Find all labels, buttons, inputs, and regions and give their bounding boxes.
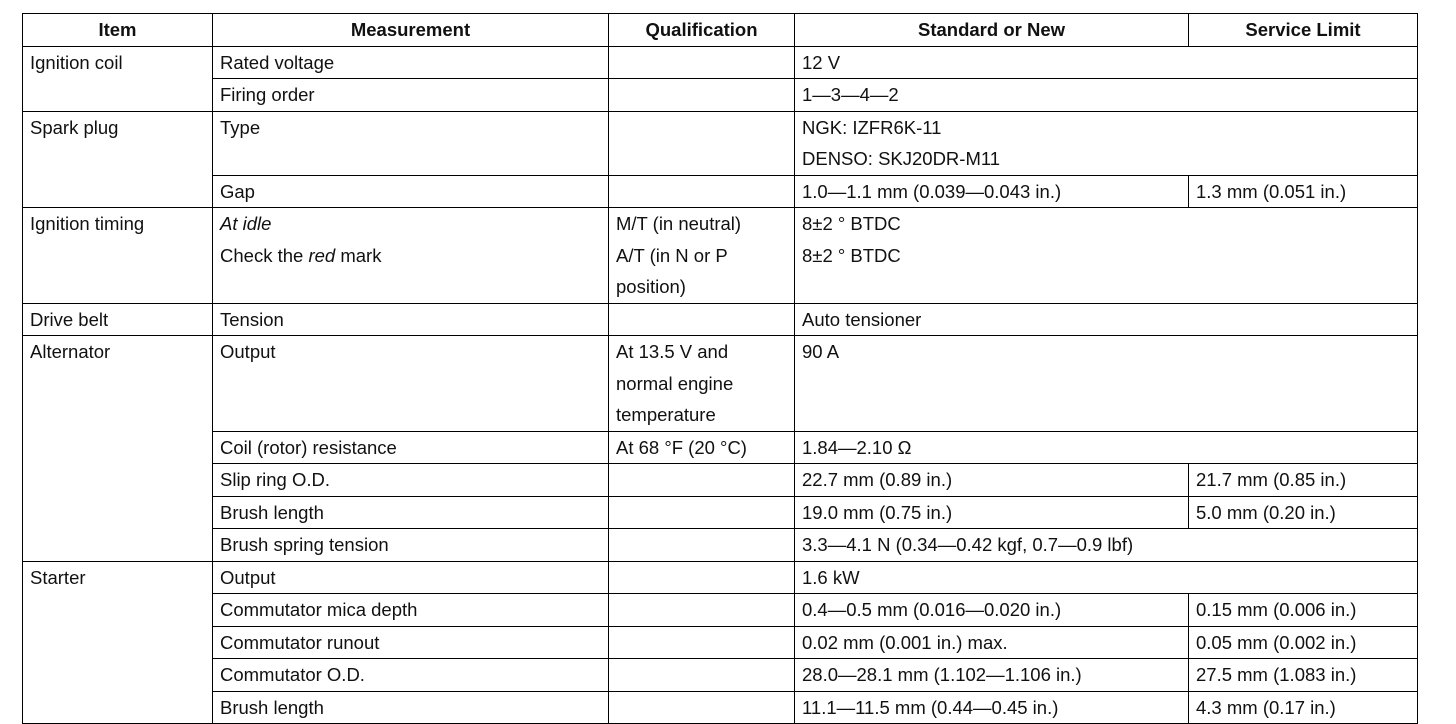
standard-at-timing: 8±2 ° BTDC [802, 244, 901, 266]
measurement-coil-resistance: Coil (rotor) resistance [213, 431, 609, 464]
table-row [23, 464, 1418, 497]
qualification-ignition-timing [609, 208, 795, 304]
qualification-cell [609, 46, 795, 79]
table-row [23, 79, 1418, 112]
header-item: Item [23, 14, 213, 47]
item-ignition-timing: Ignition timing [23, 208, 213, 304]
standard-alt-output: 90 A [795, 336, 1418, 432]
measurement-starter-output: Output [213, 561, 609, 594]
header-measurement: Measurement [213, 14, 609, 47]
standard-gap: 1.0—1.1 mm (0.039—0.043 in.) [795, 175, 1189, 208]
table-row [23, 175, 1418, 208]
standard-type [795, 111, 1418, 175]
standard-slip-ring: 22.7 mm (0.89 in.) [795, 464, 1189, 497]
service-limit-gap: 1.3 mm (0.051 in.) [1189, 175, 1418, 208]
measurement-mica-depth: Commutator mica depth [213, 594, 609, 627]
qualification-mt: M/T (in neutral) [616, 213, 742, 234]
table-row [23, 529, 1418, 562]
standard-type-denso: DENSO: SKJ20DR-M11 [802, 148, 1001, 169]
measurement-type: Type [213, 111, 609, 175]
standard-rated-voltage: 12 V [795, 46, 1418, 79]
measurement-firing-order: Firing order [213, 79, 609, 112]
measurement-alt-output: Output [213, 336, 609, 432]
measurement-tension: Tension [213, 303, 609, 336]
qualification-cell [609, 659, 795, 692]
measurement-alt-brush-length: Brush length [213, 496, 609, 529]
table-row [23, 111, 1418, 175]
item-ignition-coil: Ignition coil [23, 46, 213, 111]
table-row [23, 626, 1418, 659]
standard-starter-brush-length: 11.1—11.5 mm (0.44—0.45 in.) [795, 691, 1189, 724]
service-limit-commutator-od: 27.5 mm (1.083 in.) [1189, 659, 1418, 692]
standard-brush-spring: 3.3—4.1 N (0.34—0.42 kgf, 0.7—0.9 lbf) [795, 529, 1418, 562]
qualification-cell [609, 691, 795, 724]
standard-runout: 0.02 mm (0.001 in.) max. [795, 626, 1189, 659]
table-row [23, 659, 1418, 692]
standard-commutator-od: 28.0—28.1 mm (1.102—1.106 in.) [795, 659, 1189, 692]
qualification-alt-output-1: At 13.5 V and [616, 341, 729, 362]
qualification-cell [609, 529, 795, 562]
measurement-rated-voltage: Rated voltage [213, 46, 609, 79]
service-limit-alt-brush-length: 5.0 mm (0.20 in.) [1189, 496, 1418, 529]
item-spark-plug: Spark plug [23, 111, 213, 208]
header-service-limit: Service Limit [1189, 14, 1418, 47]
table-row [23, 561, 1418, 594]
measurement-ignition-timing [213, 208, 609, 304]
qualification-alt-output-2: normal engine [616, 372, 734, 394]
table-row [23, 303, 1418, 336]
qualification-alt-output-3: temperature [616, 404, 716, 425]
measurement-runout: Commutator runout [213, 626, 609, 659]
qualification-cell [609, 464, 795, 497]
qualification-alt-output [609, 336, 795, 432]
qualification-cell [609, 79, 795, 112]
qualification-cell [609, 594, 795, 627]
standard-mt-timing: 8±2 ° BTDC [802, 213, 901, 234]
service-limit-slip-ring: 21.7 mm (0.85 in.) [1189, 464, 1418, 497]
table-row [23, 691, 1418, 724]
qualification-cell [609, 303, 795, 336]
standard-tension: Auto tensioner [795, 303, 1418, 336]
standard-firing-order: 1—3—4—2 [795, 79, 1418, 112]
qualification-at-2: position) [616, 276, 686, 297]
standard-starter-output: 1.6 kW [795, 561, 1418, 594]
qualification-at-1: A/T (in N or P [616, 244, 728, 266]
measurement-at-idle: At idle [220, 213, 272, 234]
measurement-slip-ring: Slip ring O.D. [213, 464, 609, 497]
table-row [23, 46, 1418, 79]
standard-alt-brush-length: 19.0 mm (0.75 in.) [795, 496, 1189, 529]
standard-type-ngk: NGK: IZFR6K-11 [802, 116, 942, 138]
spec-table-container [22, 13, 1418, 724]
spec-table [22, 13, 1418, 724]
qualification-cell [609, 561, 795, 594]
standard-ignition-timing [795, 208, 1418, 304]
header-standard: Standard or New [795, 14, 1189, 47]
qualification-cell [609, 626, 795, 659]
table-row [23, 336, 1418, 432]
qualification-cell [609, 111, 795, 175]
qualification-coil-resistance: At 68 °F (20 °C) [609, 431, 795, 464]
header-qualification: Qualification [609, 14, 795, 47]
item-starter: Starter [23, 561, 213, 724]
measurement-check-red-mark: Check the red mark [220, 244, 382, 266]
service-limit-starter-brush-length: 4.3 mm (0.17 in.) [1189, 691, 1418, 724]
item-drive-belt: Drive belt [23, 303, 213, 336]
qualification-cell [609, 175, 795, 208]
table-row [23, 208, 1418, 304]
table-row [23, 594, 1418, 627]
header-row [23, 14, 1418, 47]
standard-coil-resistance: 1.84—2.10 Ω [795, 431, 1418, 464]
table-row [23, 431, 1418, 464]
service-limit-runout: 0.05 mm (0.002 in.) [1189, 626, 1418, 659]
standard-mica-depth: 0.4—0.5 mm (0.016—0.020 in.) [795, 594, 1189, 627]
measurement-commutator-od: Commutator O.D. [213, 659, 609, 692]
table-row [23, 496, 1418, 529]
service-limit-mica-depth: 0.15 mm (0.006 in.) [1189, 594, 1418, 627]
item-alternator: Alternator [23, 336, 213, 562]
measurement-brush-spring: Brush spring tension [213, 529, 609, 562]
measurement-gap: Gap [213, 175, 609, 208]
qualification-cell [609, 496, 795, 529]
measurement-starter-brush-length: Brush length [213, 691, 609, 724]
